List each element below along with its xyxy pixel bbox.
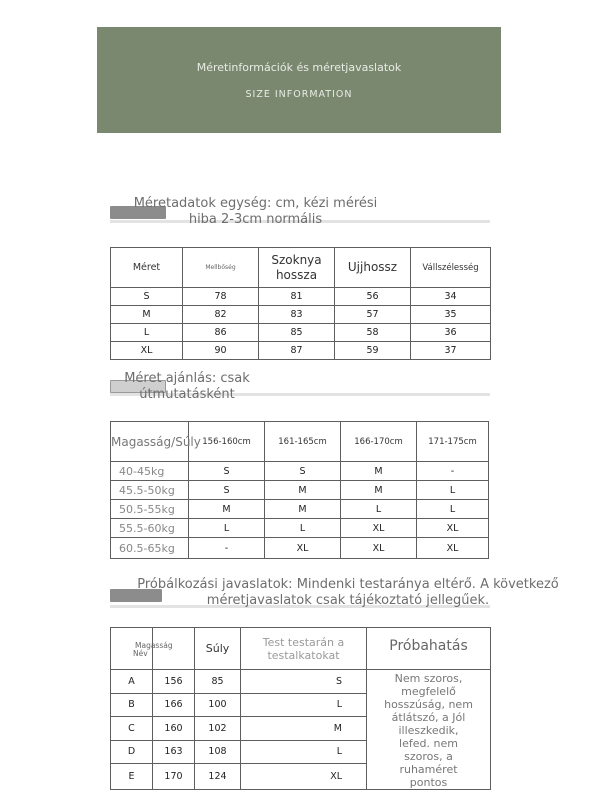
cell-size: XL bbox=[341, 519, 417, 538]
cell-height: 156 bbox=[153, 670, 195, 694]
table-header-row bbox=[111, 628, 491, 670]
cell-size: S bbox=[111, 288, 183, 306]
cell-bust: 90 bbox=[183, 342, 259, 360]
col-shoulder-width: Vállszélesség bbox=[411, 248, 491, 288]
table-header-row bbox=[111, 248, 491, 288]
size-table bbox=[110, 247, 491, 360]
cell-size: - bbox=[189, 538, 265, 559]
cell-height: 160 bbox=[153, 717, 195, 741]
table-row bbox=[111, 538, 489, 559]
section-heading-size-data: Méretadatok egység: cm, kézi mérési hiba 2-3cm normális bbox=[133, 196, 378, 227]
cell-shoulder: 36 bbox=[411, 324, 491, 342]
try-on-table bbox=[110, 627, 491, 790]
col-try-on-effect: Próbahatás bbox=[367, 628, 491, 670]
cell-size: M bbox=[111, 306, 183, 324]
cell-size: XL bbox=[417, 519, 489, 538]
col-size: Méret bbox=[111, 248, 183, 288]
cell-bust: 78 bbox=[183, 288, 259, 306]
cell-name: A bbox=[111, 670, 153, 694]
col-body-type: Test testarán a testalkatokat bbox=[241, 628, 367, 670]
cell-size: XL bbox=[417, 538, 489, 559]
table-row bbox=[111, 342, 491, 360]
weight-label: 55.5-60kg bbox=[111, 519, 189, 538]
cell-sleeve: 59 bbox=[335, 342, 411, 360]
cell-shoulder: 34 bbox=[411, 288, 491, 306]
col-sleeve-length: Ujjhossz bbox=[335, 248, 411, 288]
banner-title: Méretinformációk és méretjavaslatok bbox=[196, 61, 402, 74]
cell-name: D bbox=[111, 740, 153, 764]
table-row bbox=[111, 519, 489, 538]
cell-weight: 85 bbox=[195, 670, 241, 694]
cell-size: L bbox=[417, 500, 489, 519]
cell-size: M bbox=[189, 500, 265, 519]
cell-size: XL bbox=[111, 342, 183, 360]
cell-size: L bbox=[417, 481, 489, 500]
table-row bbox=[111, 324, 491, 342]
cell-skirt: 85 bbox=[259, 324, 335, 342]
cell-size: L bbox=[111, 324, 183, 342]
col-height-range: 156-160cm bbox=[189, 422, 265, 462]
cell-shoulder: 35 bbox=[411, 306, 491, 324]
cell-size: S bbox=[189, 481, 265, 500]
cell-size: XL bbox=[241, 764, 367, 790]
cell-height: 166 bbox=[153, 693, 195, 717]
banner-subtitle: SIZE INFORMATION bbox=[245, 89, 353, 100]
cell-size: L bbox=[189, 519, 265, 538]
table-row bbox=[111, 288, 491, 306]
corner-height-weight: Magasság/Súly bbox=[111, 422, 189, 462]
cell-shoulder: 37 bbox=[411, 342, 491, 360]
cell-skirt: 81 bbox=[259, 288, 335, 306]
cell-size: L bbox=[265, 519, 341, 538]
cell-weight: 108 bbox=[195, 740, 241, 764]
cell-sleeve: 56 bbox=[335, 288, 411, 306]
table-row bbox=[111, 500, 489, 519]
cell-size: M bbox=[341, 462, 417, 481]
cell-size: M bbox=[341, 481, 417, 500]
cell-size: L bbox=[241, 693, 367, 717]
cell-size: S bbox=[241, 670, 367, 694]
table-row bbox=[111, 306, 491, 324]
cell-size: XL bbox=[265, 538, 341, 559]
cell-size: M bbox=[265, 481, 341, 500]
cell-name: B bbox=[111, 693, 153, 717]
cell-sleeve: 58 bbox=[335, 324, 411, 342]
cell-name: E bbox=[111, 764, 153, 790]
cell-weight: 102 bbox=[195, 717, 241, 741]
col-height-range: 171-175cm bbox=[417, 422, 489, 462]
col-name-height bbox=[111, 628, 173, 670]
cell-sleeve: 57 bbox=[335, 306, 411, 324]
cell-size: XL bbox=[341, 538, 417, 559]
weight-label: 45.5-50kg bbox=[111, 481, 189, 500]
header-banner bbox=[97, 27, 501, 133]
cell-size: S bbox=[189, 462, 265, 481]
cell-skirt: 87 bbox=[259, 342, 335, 360]
col-height-range: 166-170cm bbox=[341, 422, 417, 462]
col-bust: Mellbőség bbox=[183, 248, 259, 288]
table-row bbox=[111, 462, 489, 481]
cell-height: 163 bbox=[153, 740, 195, 764]
cell-size: - bbox=[417, 462, 489, 481]
cell-weight: 100 bbox=[195, 693, 241, 717]
col-weight: Súly bbox=[195, 628, 241, 670]
col-name-label: Név bbox=[133, 649, 148, 658]
cell-skirt: 83 bbox=[259, 306, 335, 324]
recommendation-table bbox=[110, 421, 489, 559]
cell-height: 170 bbox=[153, 764, 195, 790]
cell-name: C bbox=[111, 717, 153, 741]
cell-size: M bbox=[265, 500, 341, 519]
table-row bbox=[111, 670, 491, 694]
table-header-row bbox=[111, 422, 489, 462]
cell-size: L bbox=[341, 500, 417, 519]
weight-label: 60.5-65kg bbox=[111, 538, 189, 559]
weight-label: 40-45kg bbox=[111, 462, 189, 481]
table-row bbox=[111, 481, 489, 500]
section-heading-recommendation: Méret ajánlás: csak útmutatásként bbox=[124, 371, 250, 402]
cell-effect: Nem szoros, megfelelő hosszúság, nem átlátszó, a Jól illeszkedik, lefed. nem szoros, a ruhaméret pontos bbox=[367, 670, 491, 790]
col-height-range: 161-165cm bbox=[265, 422, 341, 462]
col-skirt-length: Szoknya hossza bbox=[259, 248, 335, 288]
weight-label: 50.5-55kg bbox=[111, 500, 189, 519]
cell-size: S bbox=[265, 462, 341, 481]
cell-size: M bbox=[241, 717, 367, 741]
cell-size: L bbox=[241, 740, 367, 764]
col-height-label: Magasság bbox=[135, 641, 173, 650]
section-heading-try-on: Próbálkozási javaslatok: Mindenki testaránya eltérő. A következő méretjavaslatok csak tájékoztató jellegűek. bbox=[137, 577, 559, 608]
cell-weight: 124 bbox=[195, 764, 241, 790]
cell-bust: 82 bbox=[183, 306, 259, 324]
cell-bust: 86 bbox=[183, 324, 259, 342]
